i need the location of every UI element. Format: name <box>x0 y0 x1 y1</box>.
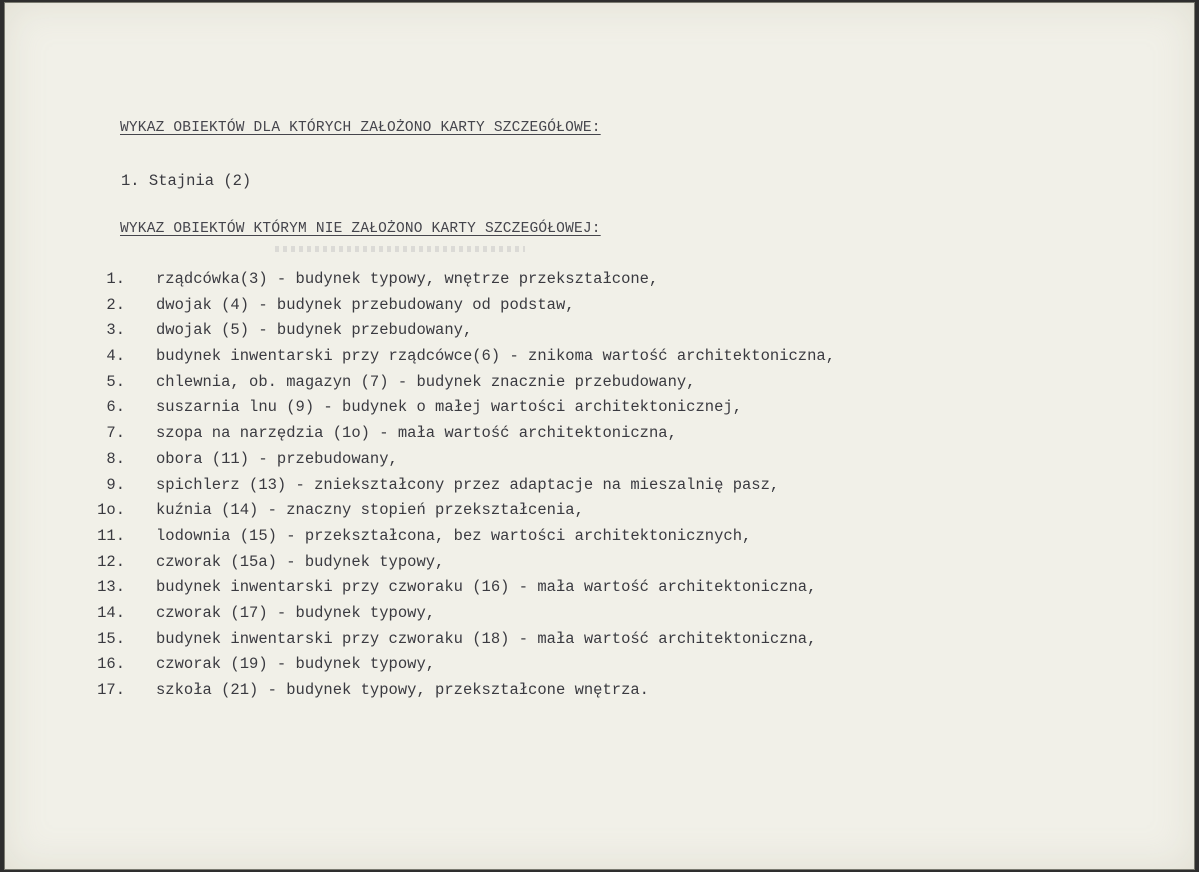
item-number: 6. <box>106 398 125 417</box>
item-text: dwojak (5) - budynek przebudowany, <box>156 321 473 340</box>
list-item <box>5 293 1005 319</box>
list-item <box>121 172 251 190</box>
item-text: rządcówka(3) - budynek typowy, wnętrze przekształcone, <box>156 270 659 288</box>
objects-list <box>5 267 1005 704</box>
item-text: budynek inwentarski przy czworaku (18) - mała wartość architektoniczna, <box>156 629 817 648</box>
item-number: 1o. <box>97 501 125 520</box>
item-number: 13. <box>97 578 125 597</box>
list-item <box>5 498 1005 524</box>
item-number: 8. <box>106 449 125 468</box>
item-number: 2. <box>106 295 125 314</box>
item-number: 1. <box>106 270 125 288</box>
list-item <box>5 421 1005 447</box>
list-item <box>5 370 1005 396</box>
item-text: czworak (17) - budynek typowy, <box>156 603 436 622</box>
item-number: 9. <box>106 475 125 494</box>
item-text: szkoła (21) - budynek typowy, przekształcone wnętrza. <box>156 681 649 699</box>
item-number: 12. <box>97 552 125 571</box>
item-text: lodownia (15) - przekształcona, bez wartości architektonicznych, <box>156 526 752 545</box>
list-item <box>5 395 1005 421</box>
item-text: chlewnia, ob. magazyn (7) - budynek znacznie przebudowany, <box>156 372 696 391</box>
item-text: obora (11) - przebudowany, <box>156 449 398 468</box>
list-item <box>5 678 1005 704</box>
list-item <box>5 550 1005 576</box>
list-item <box>5 267 1005 293</box>
item-text: szopa na narzędzia (1o) - mała wartość architektoniczna, <box>156 424 677 443</box>
item-text: Stajnia (2) <box>148 172 252 190</box>
list-item <box>5 575 1005 601</box>
typewriter-smudge <box>275 246 525 252</box>
item-number: 14. <box>97 603 125 622</box>
item-number: 15. <box>97 629 125 648</box>
item-number: 5. <box>106 372 125 391</box>
heading-no-detailed-cards: WYKAZ OBIEKTÓW KTÓRYM NIE ZAŁOŻONO KARTY SZCZEGÓŁOWEJ: <box>120 221 601 237</box>
item-number: 16. <box>97 655 125 674</box>
item-text: budynek inwentarski przy rządcówce(6) - znikoma wartość architektoniczna, <box>156 347 836 366</box>
item-number: 17. <box>97 681 125 699</box>
heading-detailed-cards: WYKAZ OBIEKTÓW DLA KTÓRYCH ZAŁOŻONO KARTY SZCZEGÓŁOWE: <box>120 120 601 136</box>
item-number: 1. <box>121 172 140 190</box>
list-item <box>5 652 1005 678</box>
item-text: czworak (19) - budynek typowy, <box>156 655 436 674</box>
item-number: 3. <box>106 321 125 340</box>
item-text: budynek inwentarski przy czworaku (16) - mała wartość architektoniczna, <box>156 578 817 597</box>
item-text: dwojak (4) - budynek przebudowany od podstaw, <box>156 295 575 314</box>
list-item <box>5 627 1005 653</box>
list-item <box>5 344 1005 370</box>
list-item <box>5 318 1005 344</box>
list-item <box>5 601 1005 627</box>
item-text: suszarnia lnu (9) - budynek o małej wartości architektonicznej, <box>156 398 742 417</box>
list-item <box>5 473 1005 499</box>
item-number: 11. <box>97 526 125 545</box>
list-item <box>5 447 1005 473</box>
item-text: kuźnia (14) - znaczny stopień przekształcenia, <box>156 501 584 520</box>
item-number: 7. <box>106 424 125 443</box>
item-number: 4. <box>106 347 125 366</box>
document-page <box>4 2 1195 870</box>
item-text: spichlerz (13) - zniekształcony przez adaptacje na mieszalnię pasz, <box>156 475 780 494</box>
list-item <box>5 524 1005 550</box>
item-text: czworak (15a) - budynek typowy, <box>156 552 445 571</box>
